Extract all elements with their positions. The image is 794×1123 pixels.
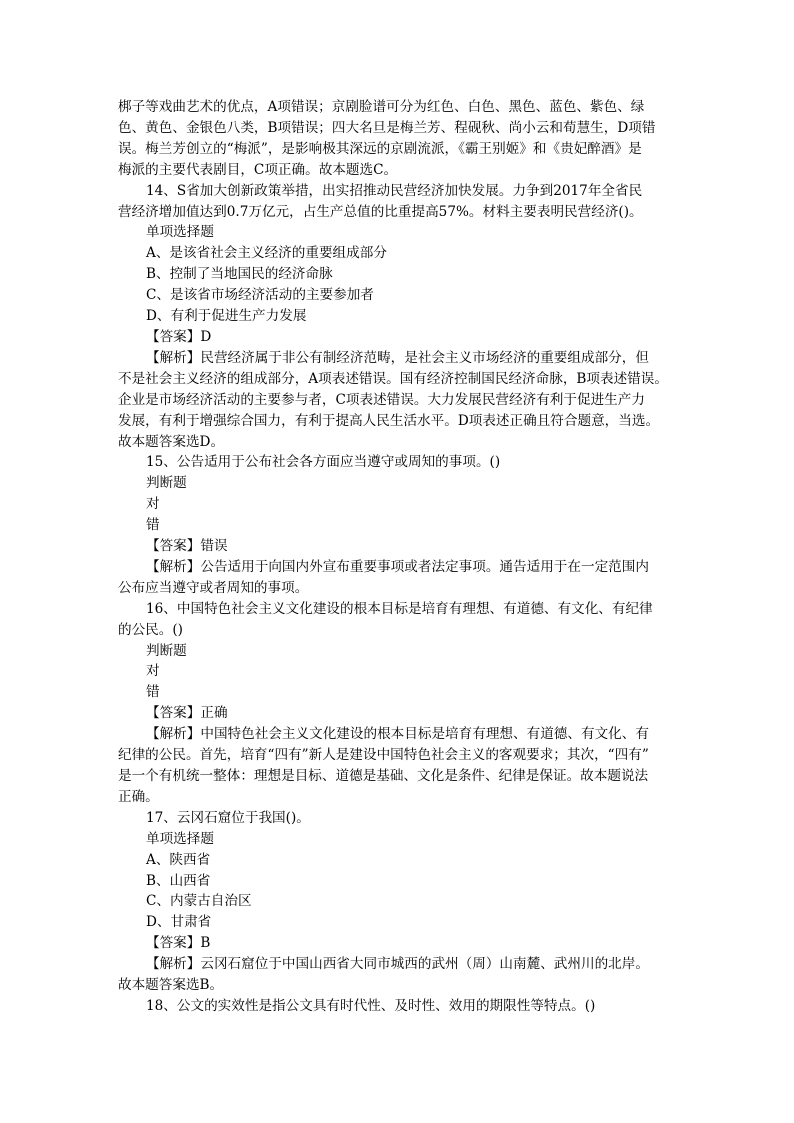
- text-line: 发展，有利于增强综合国力，有利于提高人民生活水平。D项表述正确且符合题意，当选。: [118, 412, 660, 429]
- text-line: 对: [146, 496, 160, 513]
- text-line: 正确。: [118, 788, 159, 805]
- text-line: 纪律的公民。首先，培育“四有”新人是建设中国特色社会主义的客观要求；其次，“四有”: [118, 747, 649, 764]
- text-line: 故本题答案选D。: [118, 433, 225, 450]
- text-line: 18、公文的实效性是指公文具有时代性、及时性、效用的期限性等特点。(): [146, 997, 596, 1014]
- text-line: 判断题: [146, 642, 187, 659]
- text-line: 14、S省加大创新政策举措，出实招推动民营经济加快发展。力争到2017年全省民: [146, 182, 643, 199]
- text-line: 单项选择题: [146, 224, 214, 241]
- text-line: D、有利于促进生产力发展: [146, 308, 307, 325]
- text-line: 【答案】B: [146, 935, 211, 952]
- text-line: 【答案】D: [146, 328, 212, 345]
- text-line: 错: [146, 517, 160, 534]
- text-line: 营经济增加值达到0.7万亿元，占生产总值的比重提高57%。材料主要表明民营经济()。: [118, 203, 643, 220]
- text-line: 【答案】正确: [146, 705, 228, 722]
- text-line: C、是该省市场经济活动的主要参加者: [146, 287, 374, 304]
- text-line: 色、黄色、金银色八类，B项错误；四大名旦是梅兰芳、程砚秋、尚小云和荀慧生，D项错: [118, 119, 656, 136]
- text-line: 单项选择题: [146, 830, 214, 847]
- text-line: 梅派的主要代表剧目，C项正确。故本题选C。: [118, 161, 398, 178]
- text-line: 公布应当遵守或者周知的事项。: [118, 579, 309, 596]
- text-line: 是一个有机统一整体：理想是目标、道德是基础、文化是条件、纪律是保证。故本题说法: [118, 768, 649, 784]
- text-line: 【解析】云冈石窟位于中国山西省大同市城西的武州（周）山南麓、武州川的北岸。: [146, 956, 649, 973]
- text-line: C、内蒙古自治区: [146, 893, 252, 910]
- text-line: A、陕西省: [146, 851, 211, 868]
- text-line: 故本题答案选B。: [118, 977, 224, 994]
- text-line: 的公民。(): [118, 621, 183, 638]
- document-page: [118, 97, 684, 1017]
- text-line: 【答案】错误: [146, 538, 228, 555]
- text-line: 17、云冈石窟位于我国()。: [146, 809, 310, 826]
- text-line: 【解析】中国特色社会主义文化建设的根本目标是培育有理想、有道德、有文化、有: [146, 726, 649, 743]
- text-line: 【解析】公告适用于向国内外宣布重要事项或者法定事项。通告适用于在一定范围内: [146, 558, 649, 575]
- text-line: 误。梅兰芳创立的“梅派”，是影响极其深远的京剧流派，《霸王别姬》和《贵妃醉酒》是: [118, 140, 642, 157]
- text-line: A、是该省社会主义经济的重要组成部分: [146, 245, 387, 262]
- text-line: B、控制了当地国民的经济命脉: [146, 266, 333, 283]
- text-line: 对: [146, 663, 160, 680]
- text-line: B、山西省: [146, 872, 211, 889]
- text-line: D、甘肃省: [146, 914, 212, 931]
- text-line: 不是社会主义经济的组成部分，A项表述错误。国有经济控制国民经济命脉，B项表述错误。: [118, 370, 668, 387]
- text-line: 15、公告适用于公布社会各方面应当遵守或周知的事项。(): [146, 454, 501, 471]
- text-line: 企业是市场经济活动的主要参与者，C项表述错误。大力发展民营经济有利于促进生产力: [118, 391, 645, 408]
- text-line: 16、中国特色社会主义文化建设的根本目标是培育有理想、有道德、有文化、有纪律: [146, 600, 653, 617]
- text-line: 梆子等戏曲艺术的优点，A项错误；京剧脸谱可分为红色、白色、黑色、蓝色、紫色、绿: [118, 99, 645, 115]
- text-line: 判断题: [146, 475, 187, 492]
- text-line: 【解析】民营经济属于非公有制经济范畴，是社会主义市场经济的重要组成部分，但: [146, 349, 649, 366]
- text-line: 错: [146, 684, 160, 701]
